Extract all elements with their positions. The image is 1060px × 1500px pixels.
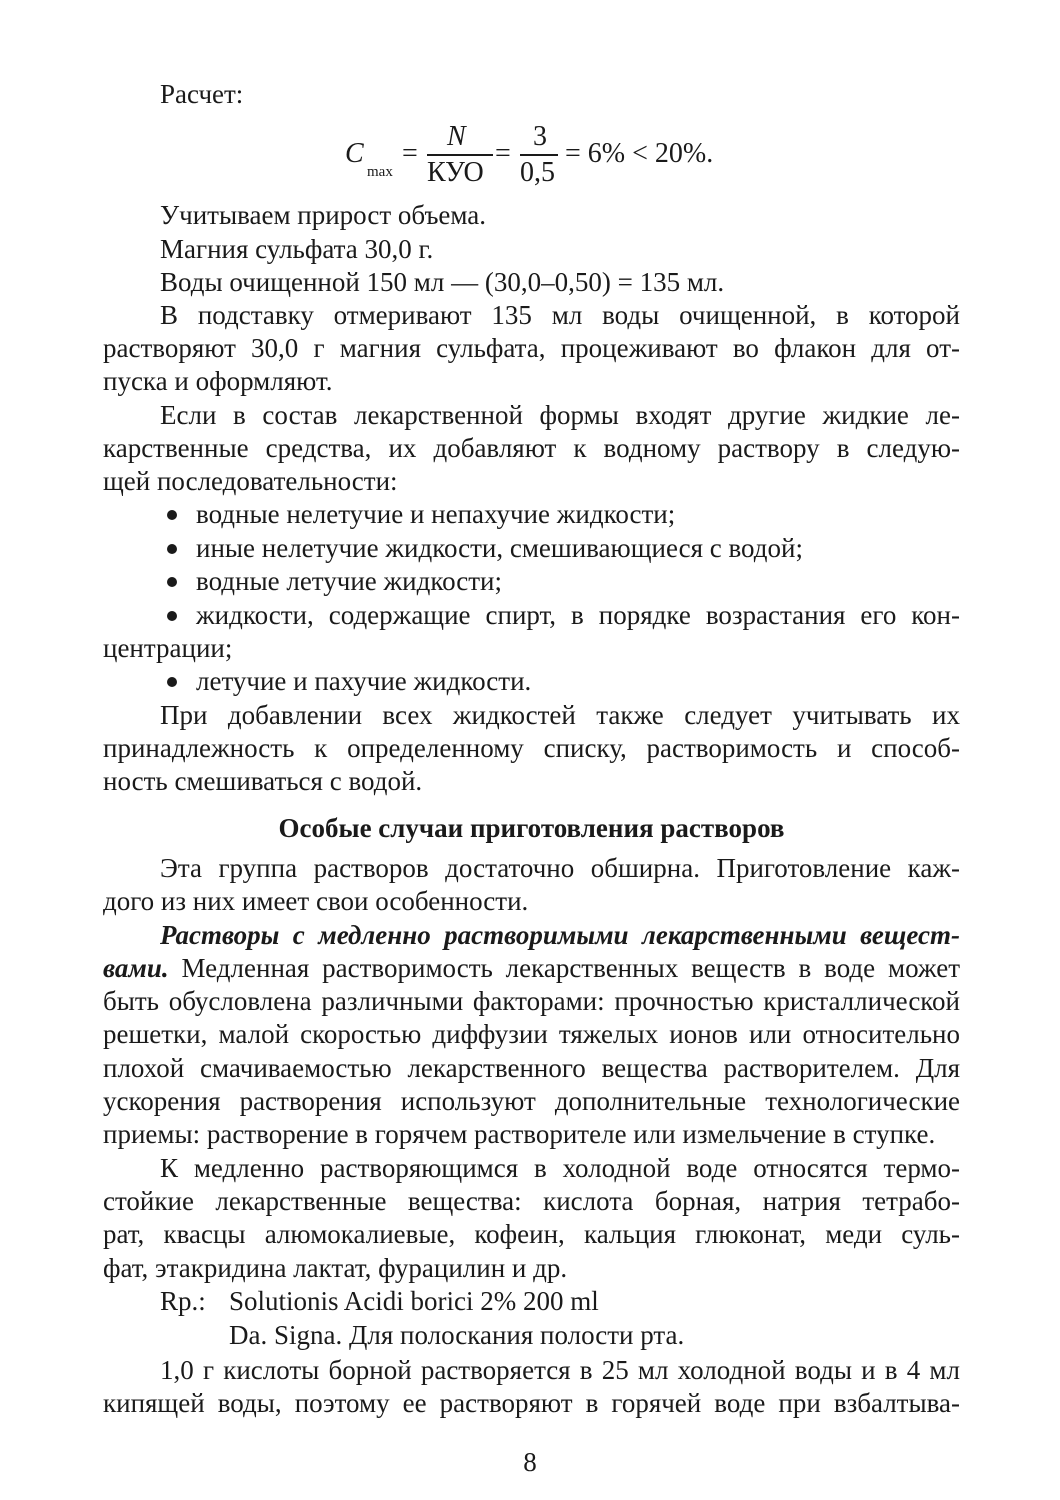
subsection-title: Растворы с медленно растворимыми лекарственными вещест-: [160, 920, 960, 950]
paragraph-line: кипящей воды, поэтому ее растворяют в горячей воде при взбалтыва-: [103, 1388, 960, 1418]
recipe-line: Solutionis Acidi borici 2% 200 ml: [229, 1286, 599, 1316]
paragraph-line: щей последовательности:: [103, 466, 398, 496]
section-heading: Особые случаи приготовления растворов: [278, 813, 785, 843]
list-item: иные нелетучие жидкости, смешивающиеся с водой;: [196, 533, 803, 563]
recipe-rp: Rp.:: [160, 1286, 206, 1316]
paragraph-line: пуска и оформляют.: [103, 366, 333, 396]
formula-den1: КУО: [427, 157, 484, 188]
paragraph-line: фат, этакридина лактат, фурацилин и др.: [103, 1253, 568, 1283]
formula: [345, 120, 745, 190]
paragraph-line: К медленно растворяющимся в холодной воде относятся термо-: [160, 1153, 960, 1183]
calc-line: Воды очищенной 150 мл — (30,0–0,50) = 135 мл.: [160, 267, 725, 297]
bullet-icon: [167, 544, 177, 554]
paragraph-line: принадлежность к определенному списку, растворимость и способ-: [103, 733, 960, 763]
formula-eq2: =: [495, 138, 511, 169]
formula-num1: N: [447, 121, 466, 152]
paragraph-line: ускорения растворения используют дополнительные технологические: [103, 1086, 960, 1116]
recipe-line: Da. Signa. Для полоскания полости рта.: [229, 1320, 685, 1350]
paragraph-line: дого из них имеет свои особенности.: [103, 886, 529, 916]
paragraph-line: ность смешиваться с водой.: [103, 766, 423, 796]
paragraph-line: При добавлении всех жидкостей также следует учитывать их: [160, 700, 960, 730]
list-item: летучие и пахучие жидкости.: [196, 666, 532, 696]
paragraph-line: стойкие лекарственные вещества: кислота борная, натрия тетрабо-: [103, 1186, 960, 1216]
calc-intro: Расчет:: [160, 79, 244, 109]
list-item-continuation: центрации;: [103, 633, 233, 663]
paragraph-line: карственные средства, их добавляют к водному раствору в следую-: [103, 433, 960, 463]
bullet-icon: [167, 577, 177, 587]
subsection-title-cont: вами.: [103, 953, 169, 983]
formula-result: = 6% < 20%.: [565, 138, 714, 169]
formula-c-sub: max: [367, 164, 393, 180]
paragraph-line: быть обусловлена различными факторами: прочностью кристаллической: [103, 986, 960, 1016]
paragraph-line: плохой смачиваемостью лекарственного вещества растворителем. Для: [103, 1053, 960, 1083]
list-item: водные летучие жидкости;: [196, 566, 503, 596]
paragraph-line: приемы: растворение в горячем растворителе или измельчение в ступке.: [103, 1119, 936, 1149]
paragraph-line: растворяют 30,0 г магния сульфата, процеживают во флакон для от-: [103, 333, 960, 363]
calc-line: Учитываем прирост объема.: [160, 200, 487, 230]
page-number: 8: [523, 1447, 537, 1477]
paragraph-line: В подставку отмеривают 135 мл воды очищенной, в которой: [160, 300, 960, 330]
calc-line: Магния сульфата 30,0 г.: [160, 234, 434, 264]
list-item: водные нелетучие и непахучие жидкости;: [196, 499, 676, 529]
list-item: жидкости, содержащие спирт, в порядке возрастания его кон-: [196, 600, 960, 630]
formula-eq1: =: [402, 138, 418, 169]
paragraph-text: Медленная растворимость лекарственных веществ в воде может: [168, 953, 960, 983]
paragraph-line: [103, 952, 960, 985]
paragraph-line: 1,0 г кислоты борной растворяется в 25 мл холодной воды и в 4 мл: [160, 1355, 960, 1385]
paragraph-line: Если в состав лекарственной формы входят другие жидкие ле-: [160, 400, 960, 430]
formula-den2: 0,5: [520, 157, 555, 188]
bullet-icon: [167, 611, 177, 621]
formula-num2: 3: [533, 121, 547, 152]
bullet-icon: [167, 510, 177, 520]
formula-c: C: [345, 138, 364, 169]
bullet-icon: [167, 677, 177, 687]
paragraph-line: решетки, малой скоростью диффузии тяжелых ионов или относительно: [103, 1019, 960, 1049]
paragraph-line: рат, квасцы алюмокалиевые, кофеин, кальция глюконат, меди суль-: [103, 1219, 960, 1249]
paragraph-line: Эта группа растворов достаточно обширна. Приготовление каж-: [160, 853, 960, 883]
